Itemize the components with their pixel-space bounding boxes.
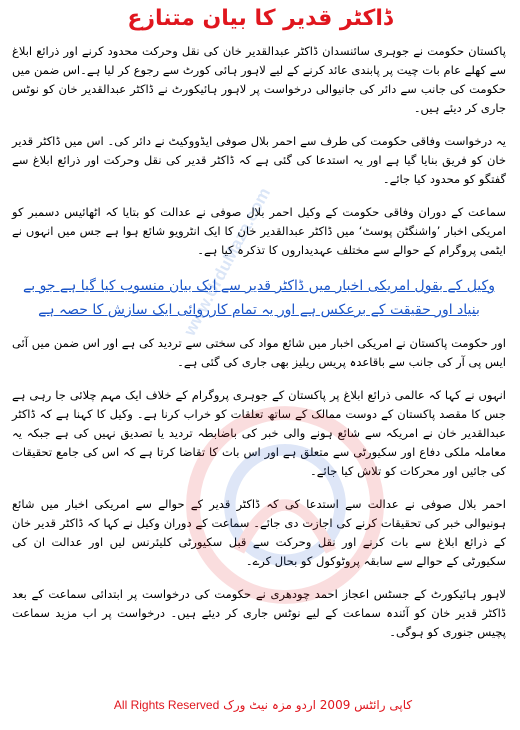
footer-copyright-urdu: کاپی رائٹس 2009 اردو مزہ نیٹ ورک [223,698,413,712]
footer [0,698,520,712]
paragraph: لاہور ہائیکورٹ کے جسٹس اعجاز احمد چودھری نے حکومت کی درخواست پر ابتدائی سماعت کے بعد ڈاکٹر قدیر خان کو آئندہ سماعت کے لیے نوٹس جاری کر دیئے ہیں۔ درخواست پر اب مزید سماعت پچیس جنوری کو ہوگی۔ [12,587,506,639]
footer-rights-reserved: All Rights Reserved [113,698,220,712]
paragraph: یہ درخواست وفاقی حکومت کی طرف سے احمر بلال صوفی ایڈووکیٹ نے دائر کی۔ اس میں ڈاکٹر قدیر خان کو فریق بنایا گیا ہے اور یہ استدعا کی گئی ہے کہ ڈاکٹر قدیر کی نقل وحرکت اور ذرائع ابلاغ سے گفتگو کو محدود کیا جائے۔ [12,134,506,186]
watermark-text: www.UrduMaza.com [180,184,275,339]
paragraph: انہوں نے کہا کہ عالمی ذرائع ابلاغ پر پاکستان کے جوہری پروگرام کے خلاف ایک مہم چلائی جا رہی ہے جس کا مقصد پاکستان کے دوست ممالک کے ساتھ تعلقات کو خراب کرنا ہے۔ وکیل کا کہنا ہے کہ ڈاکٹر عبدالقدیر خان نے امریکہ سے شائع ہونے والی خبر کی باضابطہ تردید یا تصدیق نہیں کی ہے جبکہ یہ معاملہ ملکی دفاع اور سکیورٹی سے متعلق ہے اور اس بات کا تقاضا کرتا ہے کہ اس کی جامع تحقیقات کی جائیں اور محرکات کو تلاش کیا جائے۔ [12,388,506,478]
highlighted-quote: وکیل کے بقول امریکی اخبار میں ڈاکٹر قدیر سے ایک بیان منسوب کیا گیا ہے جو بے بنیاد اور حقیقت کے برعکس ہے اور یہ تمام کارروائی ایک سازش کا حصہ ہے [23,278,495,318]
watermark-logo [170,390,400,620]
paragraph: اور حکومت پاکستان نے امریکی اخبار میں شائع مواد کی سختی سے تردید کی ہے اور اس ضمن میں آئی ایس پی آر کی جانب سے باقاعدہ پریس ریلیز بھی جاری کی گئی ہے۔ [12,336,506,369]
paragraph: سماعت کے دوران وفاقی حکومت کے وکیل احمر بلال صوفی نے عدالت کو بتایا کہ اٹھائیس دسمبر کو امریکی اخبار ’واشنگٹن پوسٹ‘ میں ڈاکٹر عبدالقدیر خان کا ایک انٹرویو شائع ہوا ہے جس میں انہوں نے ایٹمی پروگرام کے حوالے سے مختلف عہدیداروں کا تذکرہ کیا ہے۔ [12,205,506,257]
paragraph: پاکستان حکومت نے جوہری سائنسدان ڈاکٹر عبدالقدیر خان کی نقل وحرکت محدود کرنے اور ذرائع ابلاغ سے کھلے عام بات چیت پر پابندی عائد کرنے کے لیے لاہور ہائی کورٹ سے رجوع کر لیا ہے۔اس ضمن میں حکومت کی جانب سے دائر کی جانیوالی درخواست پر لاہور ہائیکورٹ نے ڈاکٹر عبدالقدیر خان کو نوٹس جاری کر دیئے ہیں۔ [12,44,506,115]
article-title: ڈاکٹر قدیر کا بیان متنازع [127,6,393,31]
paragraph: احمر بلال صوفی نے عدالت سے استدعا کی کہ ڈاکٹر قدیر کے حوالے سے امریکی اخبار میں شائع ہونیوالی خبر کی تحقیقات کرنے کی اجازت دی جائے۔ سماعت کے دوران وکیل نے کہا کہ ڈاکٹر قدیر خان کے ذرائع ابلاغ سے بات کرنے اور نقل وحرکت سے قبل سکیورٹی کلیئرنس لیں اور عدالت ان کی سکیورٹی کے حوالے سے سابقہ پروٹوکول کو بحال کرے۔ [12,497,506,568]
